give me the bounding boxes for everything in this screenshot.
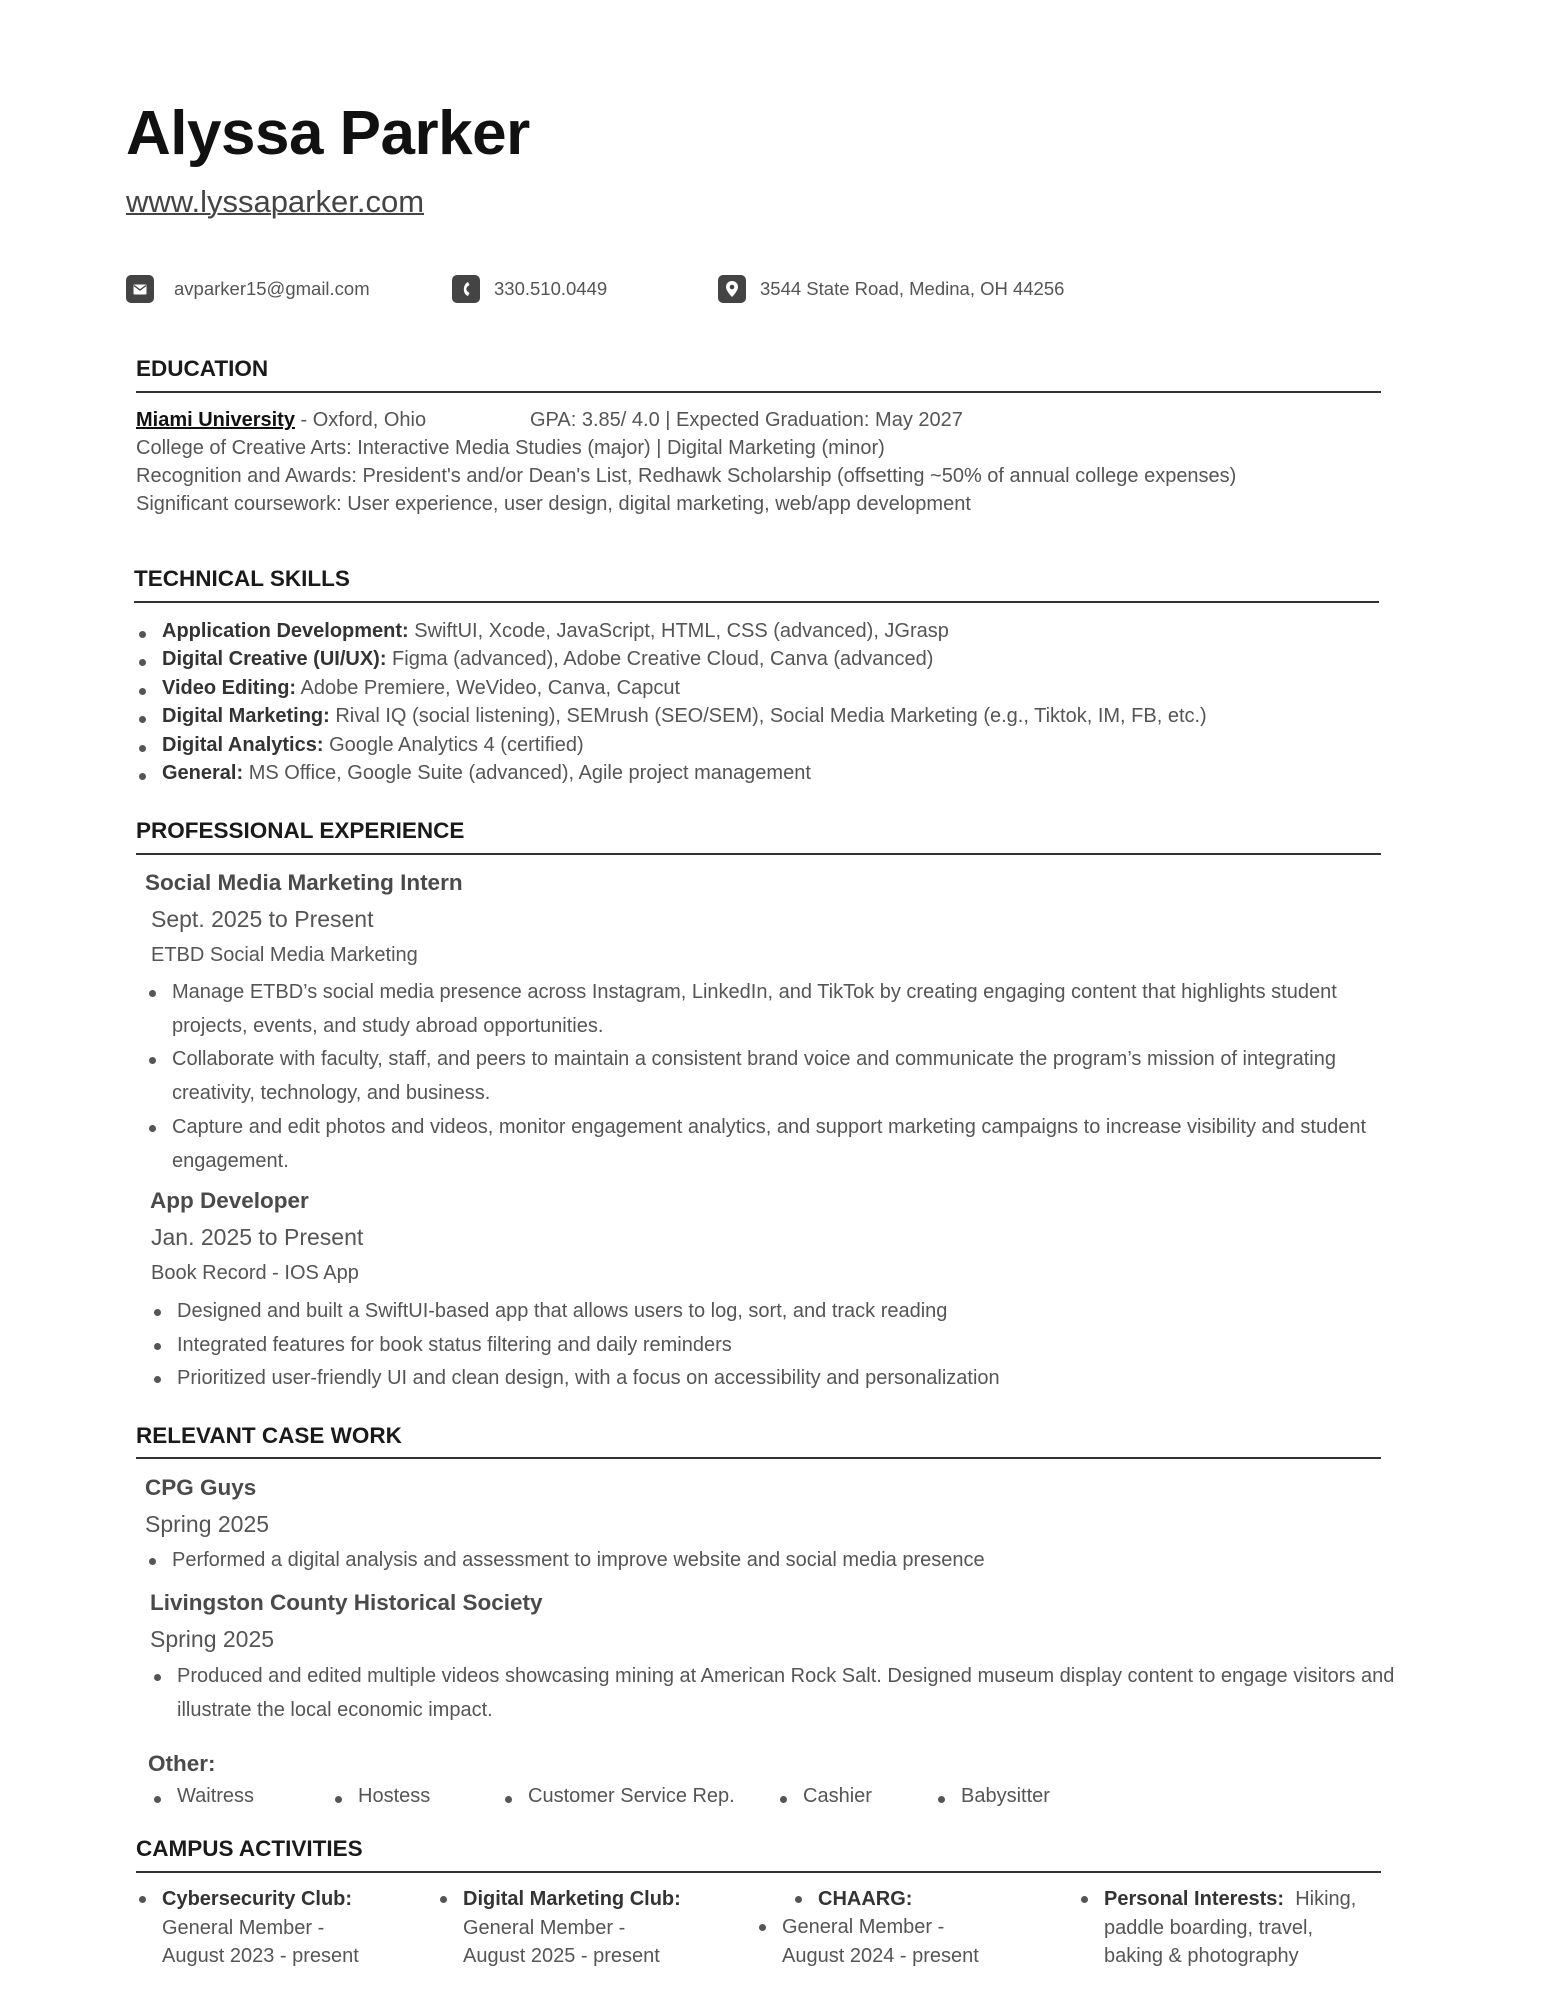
- job-date: Jan. 2025 to Present: [151, 1224, 364, 1250]
- contact-address: [718, 275, 1064, 303]
- job-bullet: Designed and built a SwiftUI-based app that allows users to log, sort, and track reading: [177, 1294, 1392, 1328]
- case-date: Spring 2025: [145, 1511, 270, 1537]
- education-awards: Recognition and Awards: President's and/or Dean's List, Redhawk Scholarship (offsetting ~50% of annual college expenses): [136, 465, 1237, 487]
- activity-item: CHAARG:: [818, 1885, 912, 1914]
- skill-item: General: MS Office, Google Suite (advanced), Agile project management: [162, 762, 811, 784]
- activity-item: Digital Marketing Club: General Member - August 2025 - present: [463, 1885, 681, 1971]
- activities-divider: [136, 1871, 1381, 1873]
- experience-heading: PROFESSIONAL EXPERIENCE: [136, 818, 465, 843]
- job-bullet: Capture and edit photos and videos, monitor engagement analytics, and support marketing campaigns to increase visibility and student engagement.: [172, 1110, 1397, 1178]
- job-bullet: Prioritized user-friendly UI and clean design, with a focus on accessibility and personalization: [177, 1361, 1392, 1395]
- skill-item: Digital Creative (UI/UX): Figma (advanced), Adobe Creative Cloud, Canva (advanced): [162, 648, 934, 670]
- phone-text[interactable]: 330.510.0449: [494, 278, 608, 299]
- other-item: Customer Service Rep.: [528, 1785, 735, 1807]
- skills-heading: TECHNICAL SKILLS: [134, 566, 350, 591]
- school-location: - Oxford, Ohio: [294, 409, 427, 431]
- case-bullet: Produced and edited multiple videos showcasing mining at American Rock Salt. Designed museum display content to engage visitors and illustrate the local economic impact.: [177, 1659, 1397, 1727]
- school-name[interactable]: Miami University: [136, 409, 295, 431]
- casework-divider: [136, 1457, 1381, 1459]
- skills-divider: [134, 601, 1379, 603]
- email-text[interactable]: avparker15@gmail.com: [174, 278, 370, 299]
- job-date: Sept. 2025 to Present: [151, 906, 374, 932]
- phone-icon: [452, 275, 480, 303]
- job-org: ETBD Social Media Marketing: [151, 944, 418, 966]
- contact-email: [126, 275, 370, 303]
- job-bullet: Collaborate with faculty, staff, and peers to maintain a consistent brand voice and communicate the program’s mission of integrating creativity, technology, and business.: [172, 1042, 1397, 1110]
- map-pin-icon: [718, 275, 746, 303]
- case-title: CPG Guys: [145, 1475, 257, 1500]
- skill-item: Application Development: SwiftUI, Xcode, JavaScript, HTML, CSS (advanced), JGrasp: [162, 620, 949, 642]
- candidate-name: Alyssa Parker: [126, 99, 530, 168]
- activity-item: Cybersecurity Club: General Member - August 2023 - present: [162, 1885, 359, 1971]
- activities-heading: CAMPUS ACTIVITIES: [136, 1836, 363, 1861]
- job-title: App Developer: [150, 1188, 309, 1213]
- job-bullet: Integrated features for book status filtering and daily reminders: [177, 1328, 1392, 1362]
- skill-item: Digital Marketing: Rival IQ (social listening), SEMrush (SEO/SEM), Social Media Marketing (e.g., Tiktok, IM, FB, etc.): [162, 705, 1207, 727]
- experience-divider: [136, 853, 1381, 855]
- education-school-line: [136, 409, 426, 432]
- job-bullet: Manage ETBD’s social media presence across Instagram, LinkedIn, and TikTok by creating engaging content that highlights student projects, events, and study abroad opportunities.: [172, 975, 1397, 1043]
- other-item: Cashier: [803, 1785, 872, 1807]
- education-divider: [136, 391, 1381, 393]
- education-coursework: Significant coursework: User experience, user design, digital marketing, web/app development: [136, 493, 971, 515]
- education-college: College of Creative Arts: Interactive Media Studies (major) | Digital Marketing (minor): [136, 437, 885, 459]
- skill-item: Digital Analytics: Google Analytics 4 (certified): [162, 734, 584, 756]
- activity-item-detail: General Member - August 2024 - present: [782, 1913, 979, 1970]
- email-icon: [126, 275, 154, 303]
- casework-heading: RELEVANT CASE WORK: [136, 1423, 402, 1448]
- skill-item: Video Editing: Adobe Premiere, WeVideo, Canva, Capcut: [162, 677, 681, 699]
- education-gpa: GPA: 3.85/ 4.0 | Expected Graduation: May 2027: [530, 409, 963, 431]
- other-label: Other:: [148, 1751, 216, 1776]
- personal-interests: Personal Interests: Hiking, paddle boarding, travel, baking & photography: [1104, 1885, 1364, 1971]
- address-text: 3544 State Road, Medina, OH 44256: [760, 278, 1065, 299]
- other-item: Waitress: [177, 1785, 255, 1807]
- case-bullet: Performed a digital analysis and assessment to improve website and social media presence: [172, 1543, 1397, 1577]
- job-title: Social Media Marketing Intern: [145, 870, 463, 895]
- education-heading: EDUCATION: [136, 356, 269, 381]
- website-link[interactable]: www.lyssaparker.com: [126, 184, 425, 219]
- job-org: Book Record - IOS App: [151, 1262, 359, 1284]
- case-title: Livingston County Historical Society: [150, 1590, 543, 1615]
- contact-phone: [452, 275, 607, 303]
- other-item: Hostess: [358, 1785, 431, 1807]
- case-date: Spring 2025: [150, 1626, 275, 1652]
- other-item: Babysitter: [961, 1785, 1050, 1807]
